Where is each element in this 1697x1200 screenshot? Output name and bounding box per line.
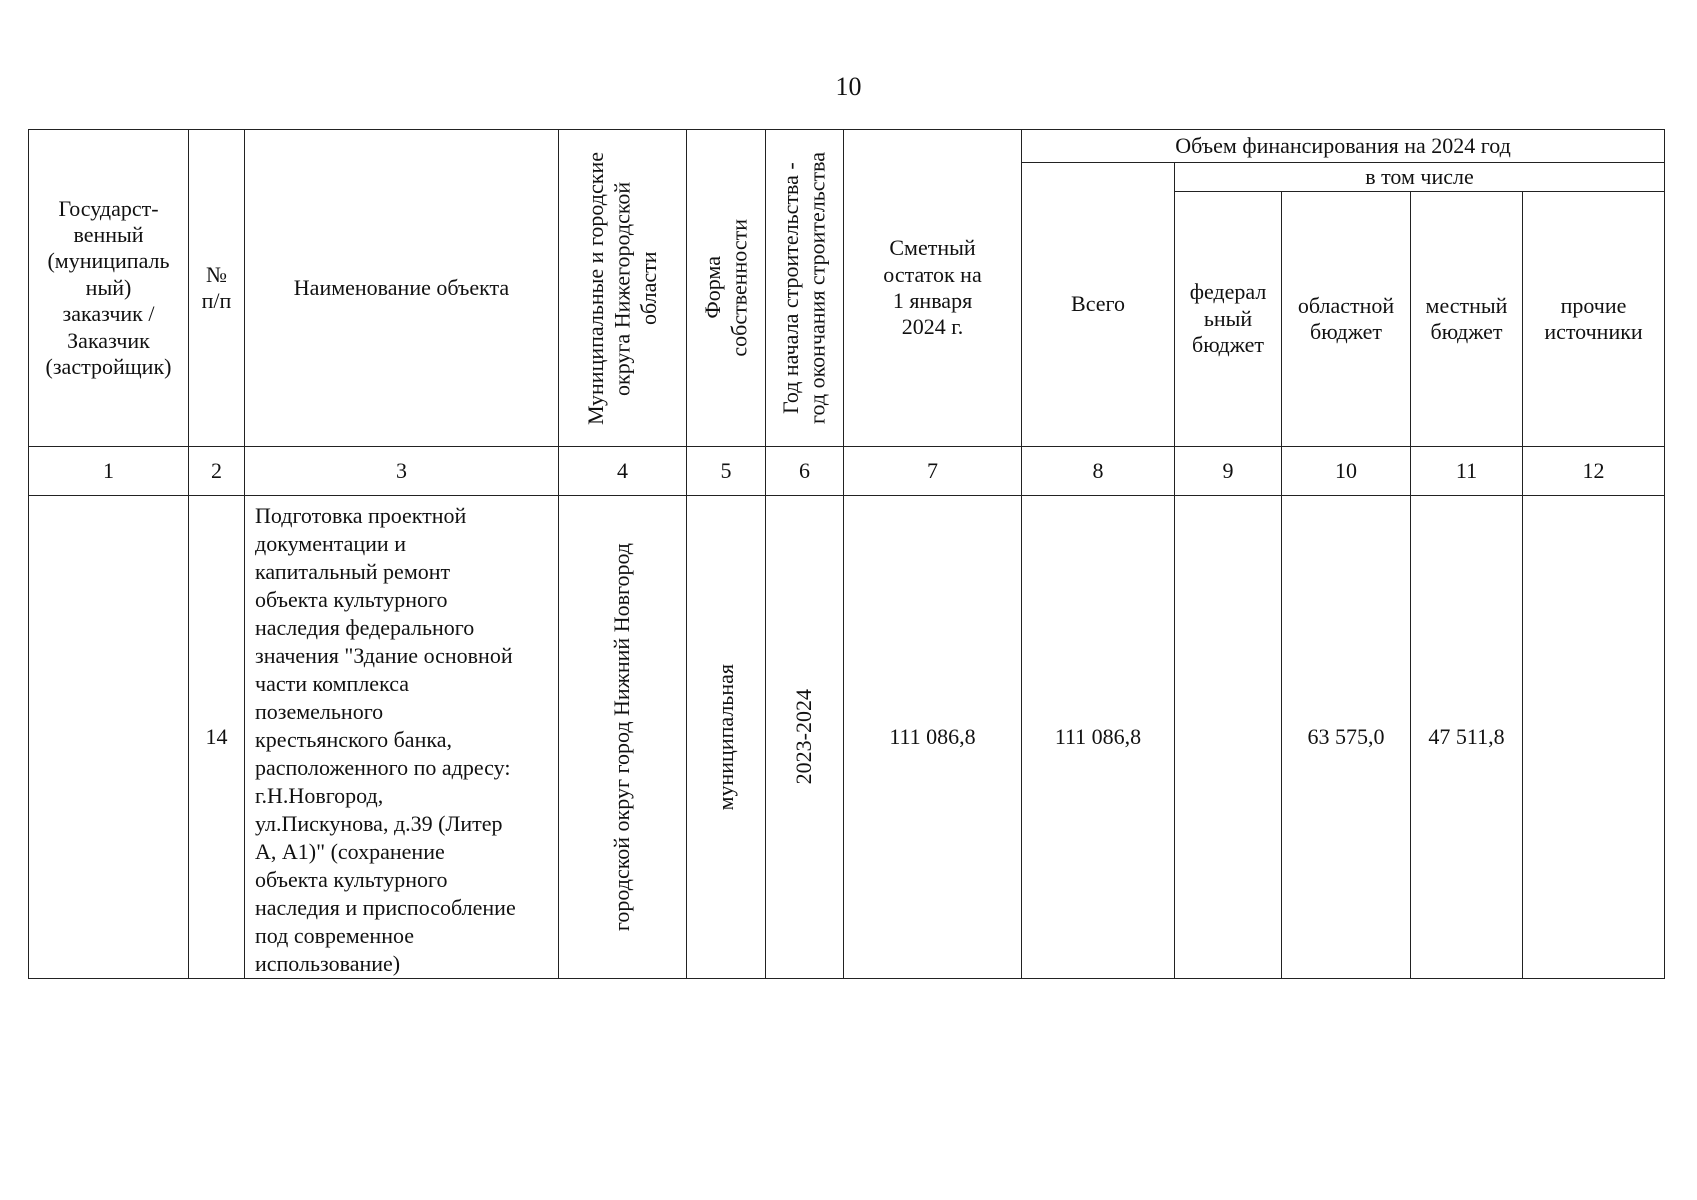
col-num: 6 — [766, 447, 844, 496]
cell-municipality: городской округ город Нижний Новгород — [559, 496, 687, 979]
col-num: 9 — [1175, 447, 1282, 496]
col-num: 4 — [559, 447, 687, 496]
column-number-row — [29, 447, 1665, 496]
col-num: 5 — [687, 447, 766, 496]
header-local: местный бюджет — [1411, 192, 1523, 447]
cell-estimate: 111 086,8 — [844, 496, 1022, 979]
cell-object-name: Подготовка проектной документации и капитальный ремонт объекта культурного наследия федерального значения "Здание основной части комплекса поземельного крестьянского банка, расположенного по адресу: г.Н.Новгород, ул.Пискунова, д.39 (Литер А, А1)" (сохранение объекта культурного наследия и приспособление под современное использование) — [245, 496, 559, 979]
col-num: 7 — [844, 447, 1022, 496]
col-num: 12 — [1523, 447, 1665, 496]
header-object-name: Наименование объекта — [245, 130, 559, 447]
col-num: 11 — [1411, 447, 1523, 496]
col-num: 8 — [1022, 447, 1175, 496]
header-including: в том числе — [1175, 163, 1665, 192]
financing-table — [28, 129, 1665, 979]
cell-local: 47 511,8 — [1411, 496, 1523, 979]
cell-total: 111 086,8 — [1022, 496, 1175, 979]
cell-ownership: муниципальная — [687, 496, 766, 979]
col-num: 1 — [29, 447, 189, 496]
cell-regional: 63 575,0 — [1282, 496, 1411, 979]
cell-number: 14 — [189, 496, 245, 979]
header-total: Всего — [1022, 163, 1175, 447]
table-row — [29, 496, 1665, 979]
header-estimate: Сметный остаток на 1 января 2024 г. — [844, 130, 1022, 447]
header-federal: федерал ьный бюджет — [1175, 192, 1282, 447]
page-number: 10 — [835, 72, 862, 101]
header-other: прочие источники — [1523, 192, 1665, 447]
cell-years: 2023-2024 — [766, 496, 844, 979]
header-customer: Государст- венный (муниципаль ный) заказчик / Заказчик (застройщик) — [29, 130, 189, 447]
header-number: № п/п — [189, 130, 245, 447]
header-years: Год начала строительства - год окончания строительства — [766, 130, 844, 447]
header-ownership: Форма собственности — [687, 130, 766, 447]
cell-federal — [1175, 496, 1282, 979]
col-num: 3 — [245, 447, 559, 496]
cell-customer — [29, 496, 189, 979]
col-num: 10 — [1282, 447, 1411, 496]
col-num: 2 — [189, 447, 245, 496]
header-municipality: Муниципальные и городские округа Нижегородской области — [559, 130, 687, 447]
header-regional: областной бюджет — [1282, 192, 1411, 447]
header-funding-group: Объем финансирования на 2024 год — [1022, 130, 1665, 163]
cell-other — [1523, 496, 1665, 979]
